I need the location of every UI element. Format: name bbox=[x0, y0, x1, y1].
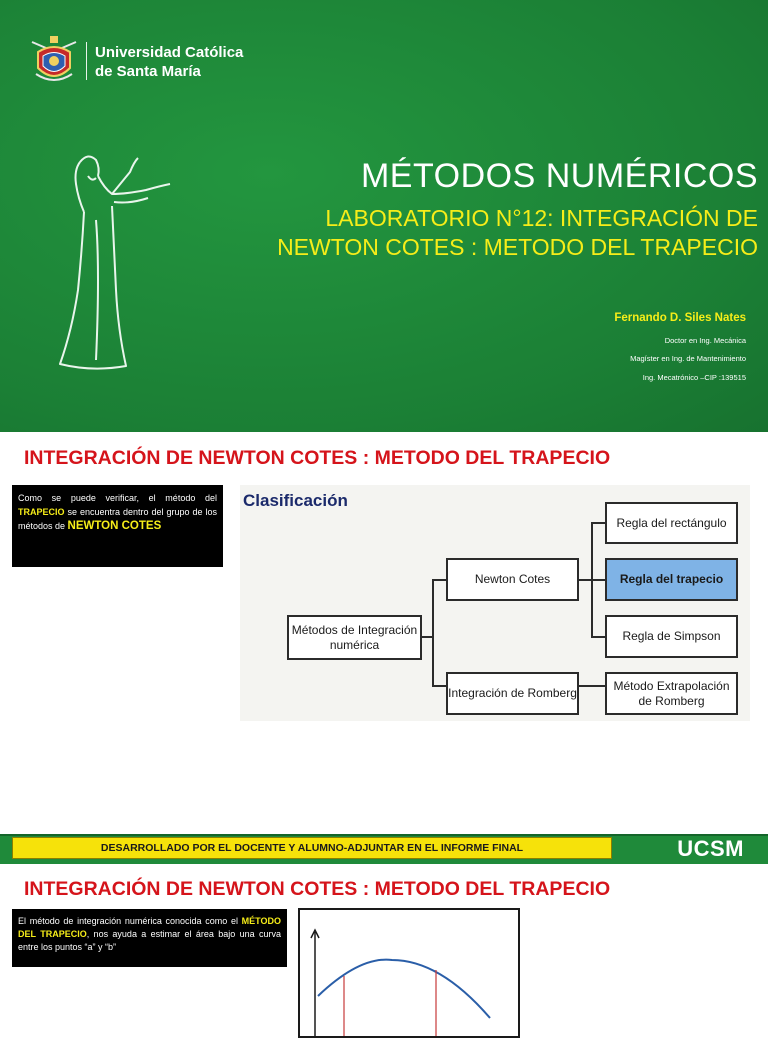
node-newton-cotes: Newton Cotes bbox=[446, 558, 579, 601]
node-romberg: Integración de Romberg bbox=[446, 672, 579, 715]
connector bbox=[591, 579, 605, 581]
connector bbox=[432, 579, 434, 686]
node-simpson-rule: Regla de Simpson bbox=[605, 615, 738, 658]
footer-stripe bbox=[0, 834, 768, 836]
note-text-1: El método de integración numérica conocida como el bbox=[18, 916, 242, 926]
logo-divider bbox=[86, 42, 87, 80]
note-highlight-trapecio: TRAPECIO bbox=[18, 507, 65, 517]
node-integration-methods: Métodos de Integración numérica bbox=[287, 615, 422, 660]
connector bbox=[432, 579, 446, 581]
node-trapezoid-rule: Regla del trapecio bbox=[605, 558, 738, 601]
credential-engineer: Ing. Mecatrónico –CIP :139515 bbox=[642, 373, 746, 382]
diagram-title: Clasificación bbox=[243, 491, 348, 510]
connector bbox=[591, 636, 605, 638]
credential-doctor: Doctor en Ing. Mecánica bbox=[664, 336, 746, 345]
y-axis bbox=[311, 930, 319, 1036]
classification-slide bbox=[0, 432, 768, 864]
slide-heading: INTEGRACIÓN DE NEWTON COTES : METODO DEL TRAPECIO bbox=[24, 878, 611, 900]
connector bbox=[591, 522, 605, 524]
university-name bbox=[95, 43, 243, 81]
title-slide bbox=[0, 0, 768, 432]
trapezoid-slide bbox=[0, 864, 768, 1024]
connector bbox=[578, 685, 605, 687]
slide-heading: INTEGRACIÓN DE NEWTON COTES : METODO DEL TRAPECIO bbox=[24, 447, 611, 469]
credential-magister: Magíster en Ing. de Mantenimiento bbox=[630, 354, 746, 363]
connector bbox=[432, 685, 446, 687]
node-rectangle-rule: Regla del rectángulo bbox=[605, 502, 738, 544]
note-text-2: se encuentra dentro del grupo de los métodos de bbox=[18, 507, 217, 531]
university-crest-icon bbox=[28, 34, 80, 90]
connector bbox=[578, 579, 592, 581]
ucsm-logo: UCSM bbox=[677, 836, 744, 861]
university-name-line1: Universidad Católica bbox=[95, 44, 244, 61]
author-name: Fernando D. Siles Nates bbox=[614, 312, 746, 324]
subtitle-line2: NEWTON COTES : METODO DEL TRAPECIO bbox=[277, 234, 758, 260]
note-highlight-newton-cotes: NEWTON COTES bbox=[67, 520, 162, 532]
note-box bbox=[12, 909, 287, 967]
subtitle-line1: LABORATORIO N°12: INTEGRACIÓN DE bbox=[325, 205, 758, 231]
node-romberg-extrapolation: Método Extrapolación de Romberg bbox=[605, 672, 738, 715]
presentation-title: MÉTODOS NUMÉRICOS bbox=[360, 157, 758, 195]
university-name-line2: de Santa María bbox=[95, 63, 201, 80]
note-text-2: , nos ayuda a estimar el área bajo una curva entre los puntos “a” y “b” bbox=[18, 929, 282, 952]
note-highlight-trapecio: MÉTODO DEL TRAPECIO bbox=[18, 916, 281, 939]
note-box bbox=[12, 485, 223, 567]
virgin-figure-icon bbox=[52, 150, 177, 375]
instruction-banner: DESARROLLADO POR EL DOCENTE Y ALUMNO-ADJUNTAR EN EL INFORME FINAL bbox=[12, 837, 612, 859]
presentation-subtitle bbox=[277, 204, 758, 262]
note-text-1: Como se puede verificar, el método del bbox=[18, 493, 217, 503]
curve-plot bbox=[298, 908, 520, 1038]
